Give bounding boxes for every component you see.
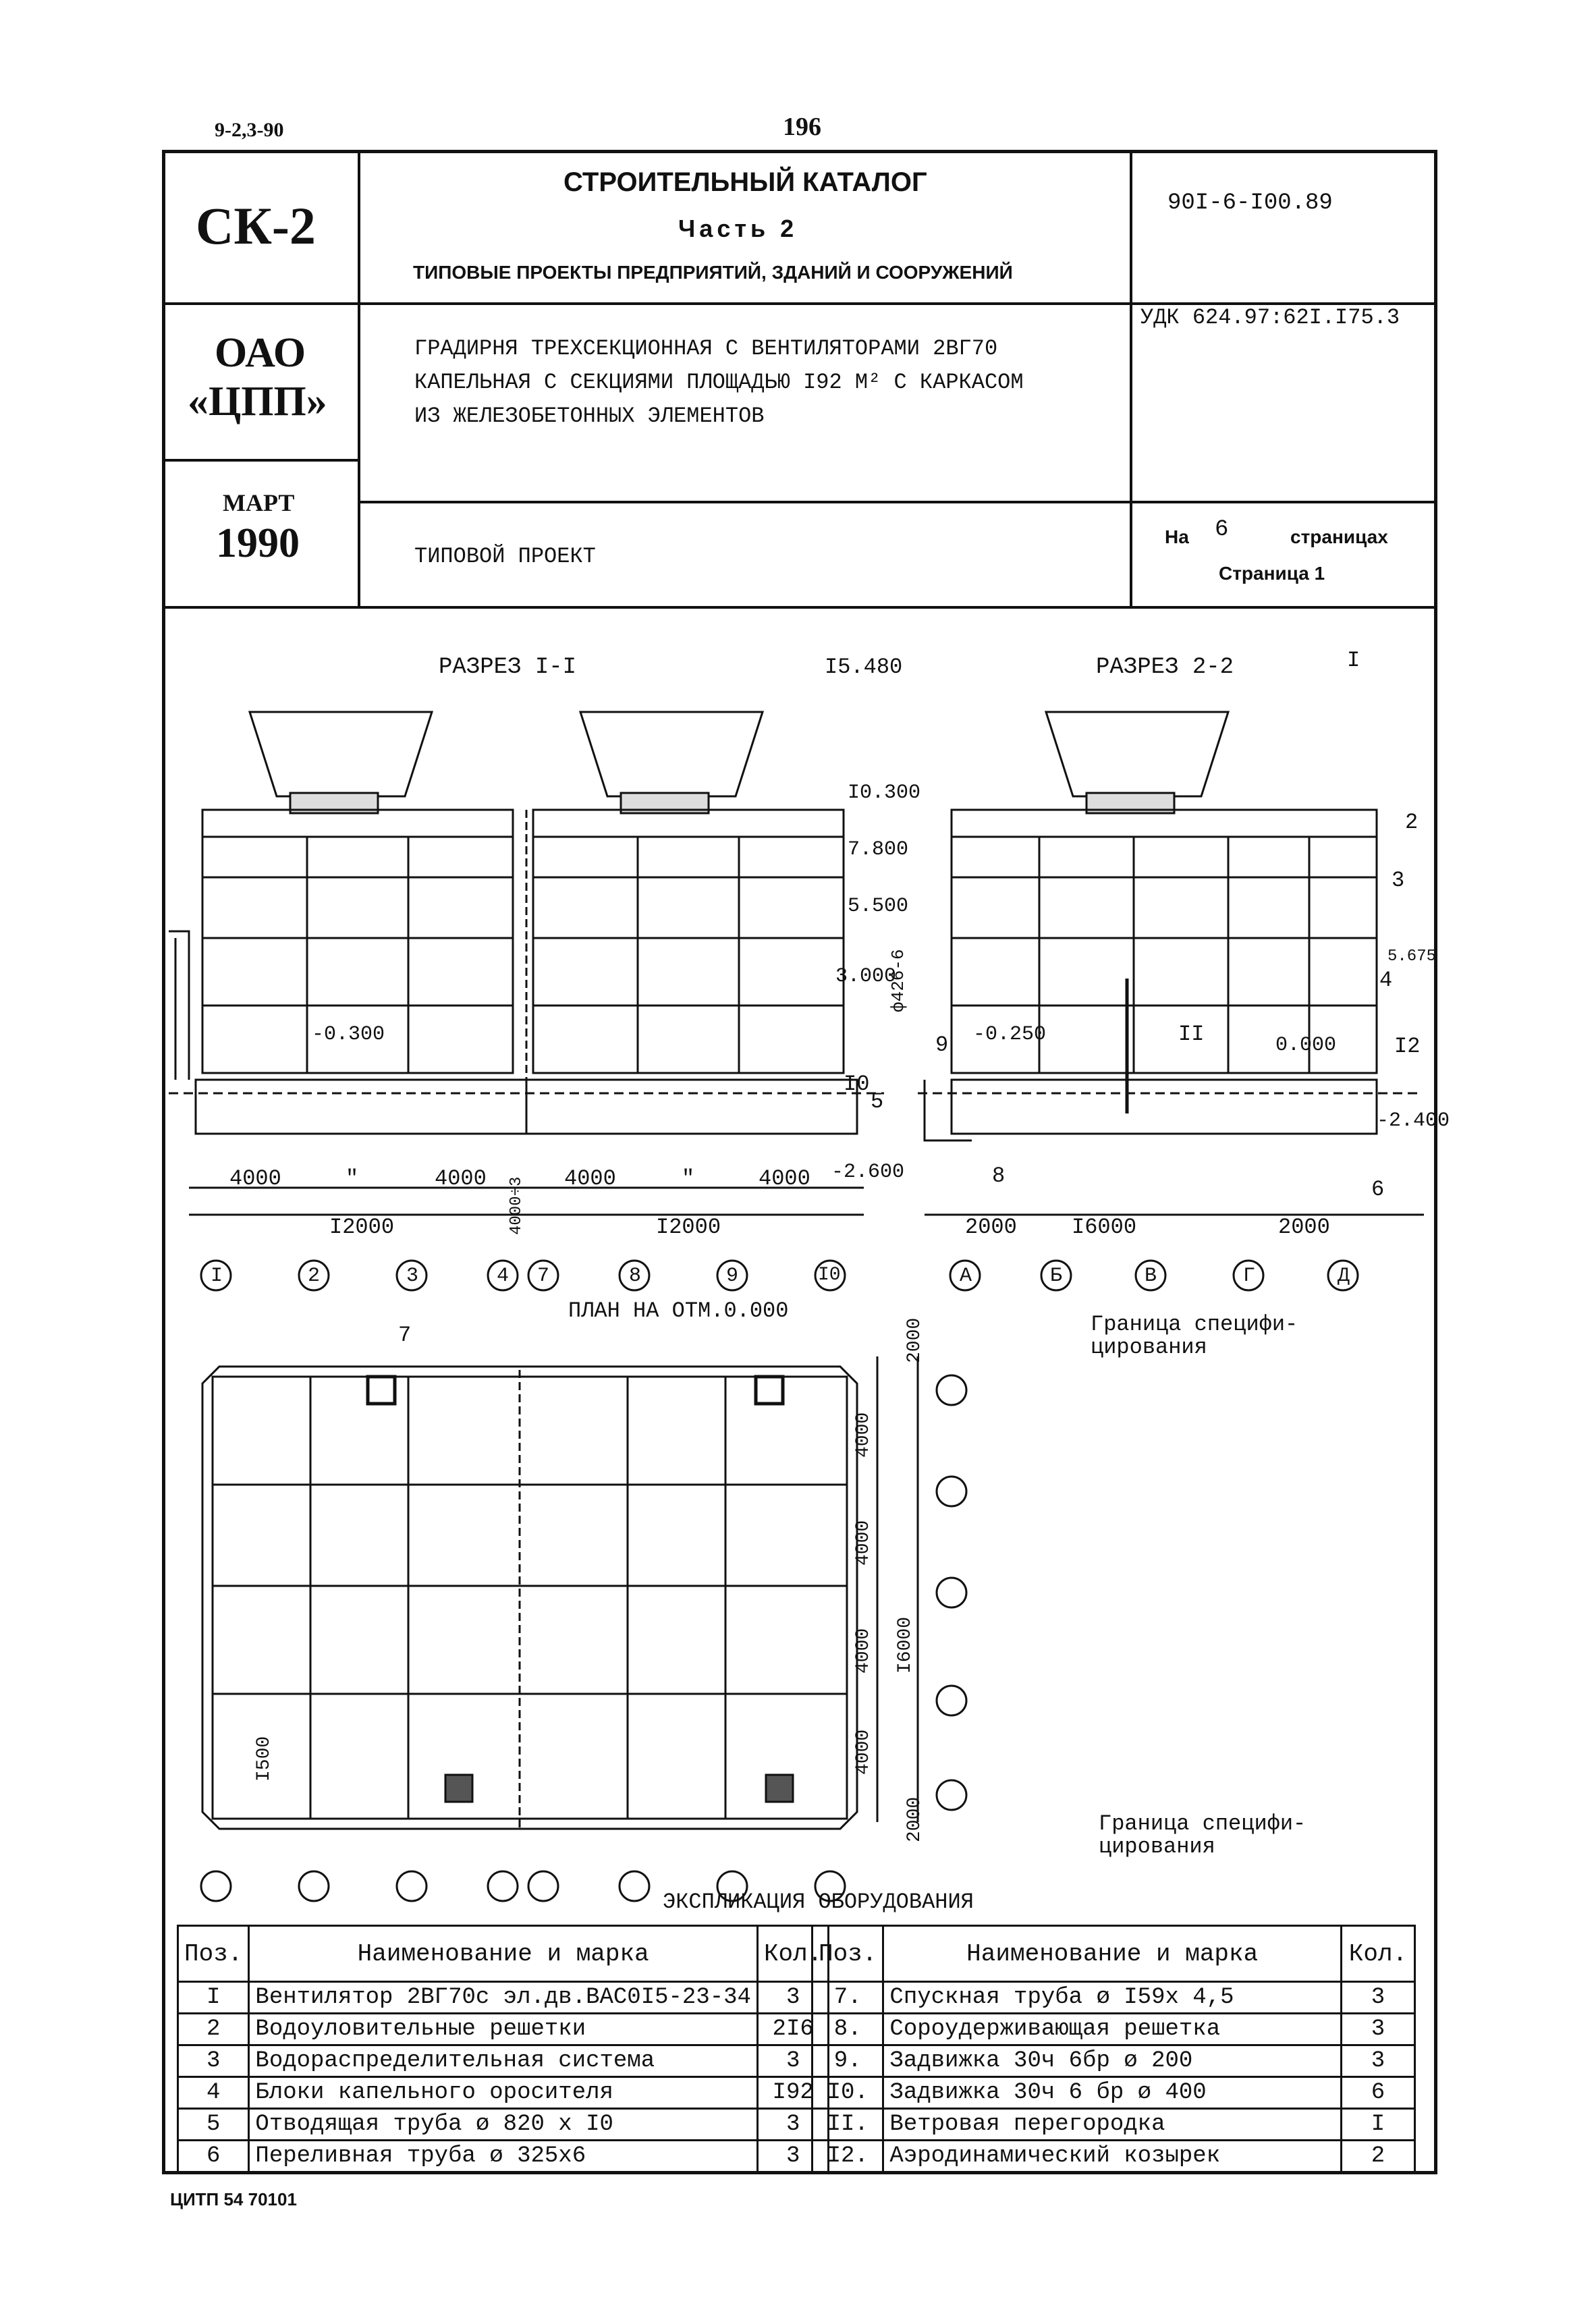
table-row (178, 2045, 829, 2077)
catalog-subtitle: ТИПОВЫЕ ПРОЕКТЫ ПРЕДПРИЯТИЙ, ЗДАНИЙ И СООРУЖЕНИЙ (413, 262, 1013, 283)
row-pos: II. (813, 2109, 883, 2141)
header-divider-2 (358, 501, 1437, 503)
row-name: Аэродинамический козырек (883, 2141, 1342, 2172)
row-pos: 9. (813, 2045, 883, 2077)
row-pos: 4 (178, 2077, 249, 2109)
row-pos: 6 (178, 2141, 249, 2172)
elevation-0000: 0.000 (1275, 1034, 1337, 1057)
axis-label-2: 2 (308, 1265, 321, 1288)
row-name: Задвижка 30ч 6 бр ø 400 (883, 2077, 1342, 2109)
elevation-minus-2400: -2.400 (1377, 1109, 1450, 1132)
axis-label-10: I0 (818, 1265, 841, 1286)
row-name: Блоки капельного оросителя (249, 2077, 758, 2109)
row-qty: I (1342, 2109, 1415, 2141)
elevation-3000: 3.000 (835, 965, 897, 988)
table-row (178, 2014, 829, 2045)
col-pos: Поз. (178, 1926, 249, 1982)
equipment-table-left (177, 1925, 829, 2173)
col-qty: Кол. (1342, 1926, 1415, 1982)
table-row (813, 2109, 1415, 2141)
row-pos: I (178, 1982, 249, 2014)
callout-12: I2 (1394, 1034, 1421, 1059)
axis-label-B: Б (1050, 1265, 1063, 1288)
callout-5: 5 (871, 1089, 884, 1114)
axis-label-D: Д (1338, 1265, 1350, 1288)
table-row (813, 2077, 1415, 2109)
udk-code: УДК 624.97:62I.I75.3 (1140, 305, 1400, 330)
dim-12000-b: I2000 (656, 1215, 721, 1240)
callout-10: I0 (844, 1072, 870, 1097)
doc-code: 90I-6-I00.89 (1167, 190, 1333, 216)
table-row (813, 2045, 1415, 2077)
footer-code: ЦИТП 54 70101 (170, 2189, 297, 2209)
plan-dim-2000-bottom: 2000 (904, 1796, 925, 1842)
table-header (813, 1926, 1415, 1982)
col-name: Наименование и марка (249, 1926, 758, 1982)
callout-3: 3 (1392, 868, 1405, 893)
callout-7: 7 (398, 1323, 412, 1348)
axis-label-1: I (211, 1265, 223, 1288)
row-qty: 2I6 (757, 2014, 828, 2045)
row-qty: I92 (757, 2077, 828, 2109)
page-code: 9-2,3-90 (215, 119, 284, 141)
sk-label: СК-2 (196, 196, 316, 255)
pages-prefix: На (1165, 526, 1189, 547)
dim-2000-b: 2000 (1278, 1215, 1330, 1240)
axis-label-8: 8 (629, 1265, 642, 1288)
elevation-minus-0250: -0.250 (973, 1023, 1047, 1046)
row-name: Вентилятор 2ВГ70с эл.дв.ВАС0I5-23-34 (249, 1982, 758, 2014)
row-name: Ветровая перегородка (883, 2109, 1342, 2141)
row-qty: 2 (1342, 2141, 1415, 2172)
callout-9: 9 (935, 1033, 949, 1057)
month-label: МАРТ (223, 489, 295, 516)
dim-ditto-a: " (346, 1166, 359, 1191)
equipment-table-right (811, 1925, 1416, 2173)
row-name: Отводящая труба ø 820 х I0 (249, 2109, 758, 2141)
org-line1: ОАО (215, 330, 306, 376)
callout-8: 8 (992, 1163, 1006, 1188)
elevation-minus-2600: -2.600 (831, 1161, 905, 1184)
table-row (178, 2109, 829, 2141)
catalog-part: Часть 2 (678, 215, 798, 242)
pages-suffix: страницах (1290, 526, 1388, 547)
row-qty: 6 (1342, 2077, 1415, 2109)
table-row (178, 2077, 829, 2109)
plan-dim-4000-4: 4000 (853, 1729, 874, 1775)
row-pos: 2 (178, 2014, 249, 2045)
equipment-title: ЭКСПЛИКАЦИЯ ОБОРУДОВАНИЯ (663, 1890, 974, 1915)
dim-4000-c: 4000 (564, 1166, 616, 1191)
row-name: Водораспределительная система (249, 2045, 758, 2077)
row-qty: 3 (1342, 2014, 1415, 2045)
dim-ditto-b: " (682, 1166, 695, 1191)
spec-boundary-bottom: Граница специфи- цирования (1099, 1811, 1306, 1859)
row-pos: 8. (813, 2014, 883, 2045)
callout-2: 2 (1405, 810, 1419, 835)
section2-title: РАЗРЕЗ 2-2 (1096, 655, 1234, 680)
table-row (813, 2141, 1415, 2172)
header-divider-left (162, 459, 358, 462)
section-2-structure (918, 712, 1417, 1140)
callout-4: 4 (1379, 968, 1393, 993)
pipe-label: ф426-6 (888, 949, 908, 1012)
table-row (178, 1982, 829, 2014)
dim-4000-a: 4000 (229, 1166, 281, 1191)
row-qty: 3 (1342, 1982, 1415, 2014)
row-name: Сороудерживающая решетка (883, 2014, 1342, 2045)
table-row (813, 1982, 1415, 2014)
axes-plan (201, 1375, 966, 1901)
header-col-1 (358, 150, 360, 607)
callout-1: I (1347, 648, 1360, 673)
dim-16000: I6000 (1072, 1215, 1137, 1240)
row-name: Водоуловительные решетки (249, 2014, 758, 2045)
row-name: Спускная труба ø I59х 4,5 (883, 1982, 1342, 2014)
dim-12000-a: I2000 (329, 1215, 395, 1240)
row-name: Переливная труба ø 325х6 (249, 2141, 758, 2172)
year-label: 1990 (216, 520, 300, 566)
axis-label-9: 9 (726, 1265, 739, 1288)
row-name: Задвижка 30ч 6бр ø 200 (883, 2045, 1342, 2077)
header-col-2 (1130, 150, 1132, 607)
plan-dim-4000-2: 4000 (853, 1520, 874, 1566)
spec-boundary-top: Граница специфи- цирования (1091, 1312, 1298, 1360)
axis-label-G: Г (1243, 1265, 1256, 1288)
col-pos: Поз. (813, 1926, 883, 1982)
row-pos: I2. (813, 2141, 883, 2172)
callout-6: 6 (1371, 1177, 1385, 1202)
page-number: 196 (783, 113, 821, 141)
dim-4000-d: 4000 (759, 1166, 810, 1191)
row-qty: 3 (757, 2141, 828, 2172)
col-name: Наименование и марка (883, 1926, 1342, 1982)
axis-label-A: А (960, 1265, 972, 1288)
section1-title: РАЗРЕЗ I-I (439, 655, 577, 680)
page-label: Страница 1 (1219, 563, 1325, 584)
pages-count: 6 (1215, 517, 1229, 543)
callout-11: II (1178, 1022, 1205, 1047)
plan-title: ПЛАН НА ОТМ.0.000 (568, 1298, 789, 1323)
elevation-10300: I0.300 (848, 781, 921, 804)
elevation-5675: 5.675 (1387, 947, 1437, 966)
elevation-5500: 5.500 (848, 895, 909, 918)
project-title-3: ИЗ ЖЕЛЕЗОБЕТОННЫХ ЭЛЕМЕНТОВ (414, 404, 765, 429)
elevation-minus-0300: -0.300 (312, 1023, 385, 1046)
row-pos: I0. (813, 2077, 883, 2109)
table-header (178, 1926, 829, 1982)
axis-label-4: 4 (497, 1265, 510, 1288)
axis-label-7: 7 (537, 1265, 550, 1288)
project-type: ТИПОВОЙ ПРОЕКТ (414, 544, 596, 569)
section-1-structure (169, 712, 884, 1134)
row-qty: 3 (757, 2109, 828, 2141)
row-pos: 7. (813, 1982, 883, 2014)
row-qty: 3 (757, 2045, 828, 2077)
dim-4000-b: 4000 (435, 1166, 487, 1191)
axes-section-1 (201, 1261, 1358, 1290)
table-row (813, 2014, 1415, 2045)
elevation-7800: 7.800 (848, 838, 909, 861)
project-title-2: КАПЕЛЬНАЯ С СЕКЦИЯМИ ПЛОЩАДЬЮ I92 М² С КАРКАСОМ (414, 370, 1024, 395)
row-qty: 3 (1342, 2045, 1415, 2077)
project-title-1: ГРАДИРНЯ ТРЕХСЕКЦИОННАЯ С ВЕНТИЛЯТОРАМИ 2ВГ70 (414, 336, 998, 361)
axis-label-3: 3 (406, 1265, 419, 1288)
axis-label-V: В (1145, 1265, 1157, 1288)
dim-4000-div3: 4000÷3 (507, 1176, 526, 1235)
plan-dim-1500: I500 (254, 1736, 275, 1782)
col-qty: Кол. (757, 1926, 828, 1982)
row-pos: 3 (178, 2045, 249, 2077)
table-row (178, 2141, 829, 2172)
org-line2: «ЦПП» (188, 379, 327, 424)
row-qty: 3 (757, 1982, 828, 2014)
plan-dim-16000: I6000 (895, 1616, 916, 1674)
catalog-title: СТРОИТЕЛЬНЫЙ КАТАЛОГ (563, 167, 927, 197)
dim-2000-a: 2000 (965, 1215, 1017, 1240)
plan-structure (202, 1356, 918, 1829)
elevation-top: I5.480 (825, 655, 903, 680)
plan-dim-4000-1: 4000 (853, 1412, 874, 1458)
row-pos: 5 (178, 2109, 249, 2141)
plan-dim-4000-3: 4000 (853, 1628, 874, 1674)
plan-dim-2000-top: 2000 (904, 1317, 925, 1363)
